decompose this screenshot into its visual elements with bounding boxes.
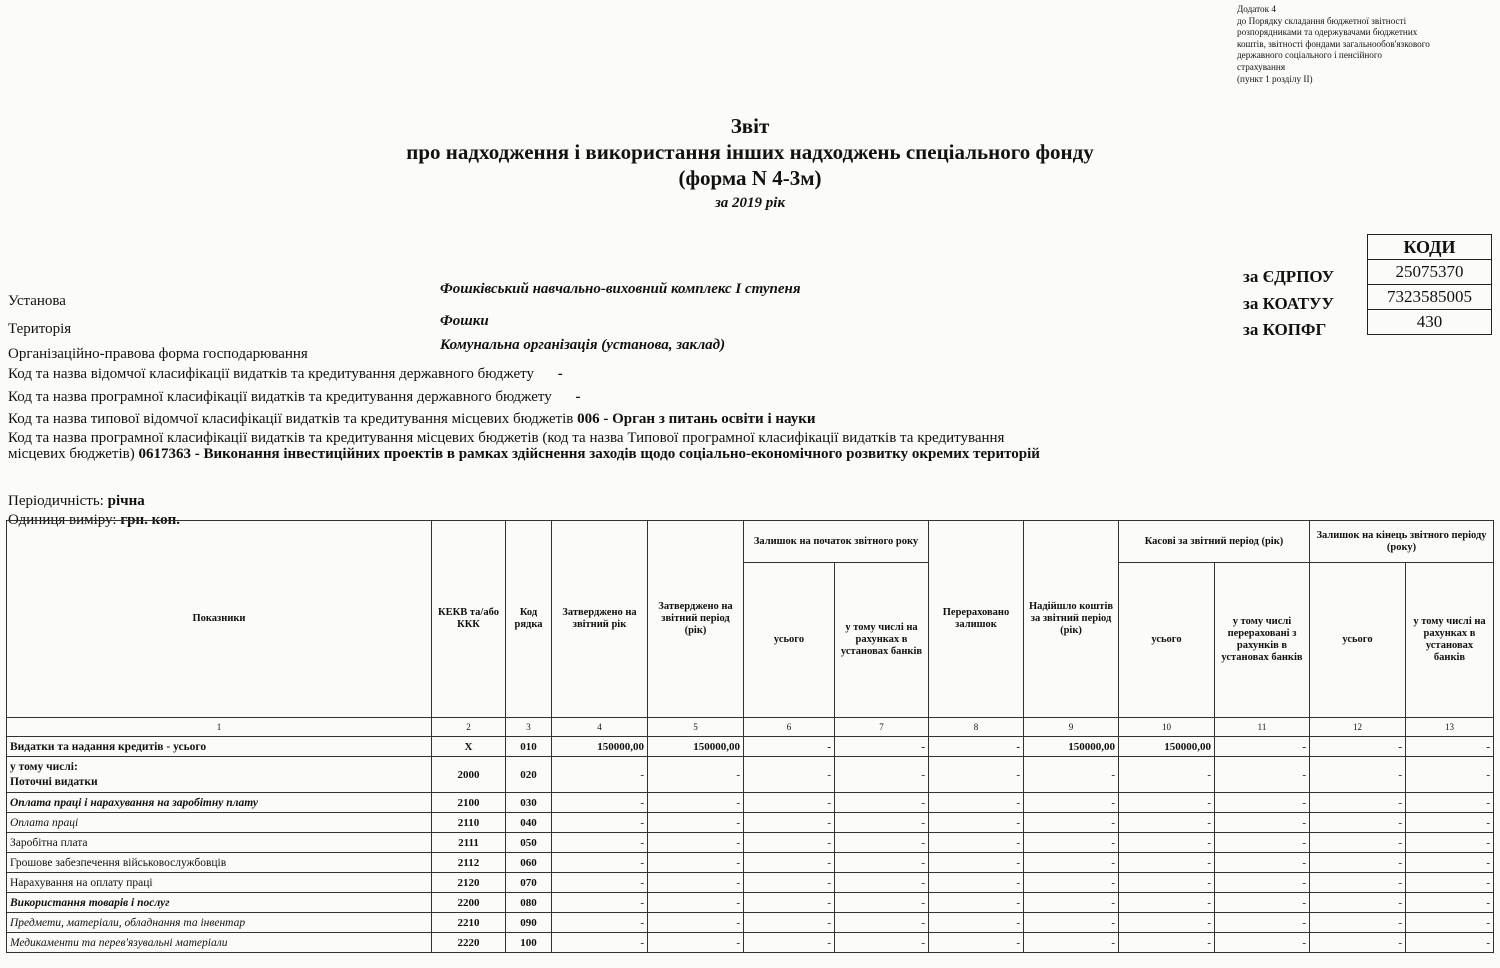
row-value-v6: - bbox=[744, 853, 835, 873]
row-value-v5: - bbox=[648, 913, 744, 933]
row-value-v4: - bbox=[552, 913, 648, 933]
row-value-v13: - bbox=[1406, 793, 1494, 813]
prog-class-value: - bbox=[575, 389, 581, 405]
row-value-v13: - bbox=[1406, 933, 1494, 953]
row-value-v7: - bbox=[835, 933, 929, 953]
row-kekv: 2000 bbox=[432, 757, 506, 793]
table-row bbox=[7, 793, 1494, 813]
row-code: 040 bbox=[506, 813, 552, 833]
annex-note bbox=[1237, 4, 1477, 85]
annex-title: Додаток 4 bbox=[1237, 4, 1276, 14]
row-value-v7: - bbox=[835, 813, 929, 833]
row-value-v6: - bbox=[744, 813, 835, 833]
row-value-v6: - bbox=[744, 873, 835, 893]
row-value-v8: - bbox=[929, 757, 1024, 793]
dept-class-label: Код та назва відомчої класифікації видатків та кредитування державного бюджету bbox=[8, 366, 534, 382]
row-value-v5: 150000,00 bbox=[648, 737, 744, 757]
row-value-v9: - bbox=[1024, 913, 1119, 933]
row-name: Медикаменти та перев'язувальні матеріали bbox=[7, 933, 432, 953]
codes-header: КОДИ bbox=[1368, 235, 1492, 260]
column-number: 11 bbox=[1215, 718, 1310, 737]
row-value-v8: - bbox=[929, 873, 1024, 893]
row-value-v4: - bbox=[552, 933, 648, 953]
table-row bbox=[7, 873, 1494, 893]
row-name: Використання товарів і послуг bbox=[7, 893, 432, 913]
row-value-v8: - bbox=[929, 813, 1024, 833]
row-value-v11: - bbox=[1215, 757, 1310, 793]
typical-class-label: Код та назва типової відомчої класифікації видатків та кредитування місцевих бюджетів bbox=[8, 411, 574, 427]
row-value-v10: - bbox=[1119, 793, 1215, 813]
row-code: 100 bbox=[506, 933, 552, 953]
row-value-v12: - bbox=[1310, 873, 1406, 893]
institution-label: Установа bbox=[8, 293, 66, 309]
row-value-v4: - bbox=[552, 757, 648, 793]
report-title: Звіт bbox=[730, 114, 770, 138]
row-value-v7: - bbox=[835, 737, 929, 757]
row-value-v9: - bbox=[1024, 813, 1119, 833]
col-balance-start: Залишок на початок звітного року bbox=[744, 521, 929, 563]
report-period: за 2019 рік bbox=[714, 195, 786, 211]
row-value-v9: - bbox=[1024, 833, 1119, 853]
row-value-v4: - bbox=[552, 873, 648, 893]
column-number: 3 bbox=[506, 718, 552, 737]
row-value-v5: - bbox=[648, 833, 744, 853]
row-value-v10: - bbox=[1119, 893, 1215, 913]
col-received: Надійшло коштів за звітний період (рік) bbox=[1024, 521, 1119, 718]
row-value-v8: - bbox=[929, 833, 1024, 853]
row-value-v10: - bbox=[1119, 873, 1215, 893]
report-form: (форма N 4-3м) bbox=[678, 166, 822, 190]
annex-line: (пункт 1 розділу II) bbox=[1237, 73, 1313, 84]
row-name: у тому числі: Поточні видатки bbox=[7, 757, 432, 793]
col-cash-total: усього bbox=[1119, 563, 1215, 718]
main-table bbox=[6, 520, 1494, 953]
row-value-v10: - bbox=[1119, 813, 1215, 833]
row-value-v7: - bbox=[835, 757, 929, 793]
col-cash: Касові за звітний період (рік) bbox=[1119, 521, 1310, 563]
row-value-v9: - bbox=[1024, 933, 1119, 953]
edrpou-code: 25075370 bbox=[1368, 260, 1492, 285]
row-value-v7: - bbox=[835, 913, 929, 933]
table-row bbox=[7, 757, 1494, 793]
row-value-v12: - bbox=[1310, 813, 1406, 833]
legal-form-label: Організаційно-правова форма господарювання bbox=[8, 346, 308, 362]
row-value-v9: - bbox=[1024, 757, 1119, 793]
annex-line: коштів, звітності фондами загальнообов'язкового bbox=[1237, 38, 1430, 49]
row-name: Нарахування на оплату праці bbox=[7, 873, 432, 893]
row-name: Заробітна плата bbox=[7, 833, 432, 853]
row-value-v7: - bbox=[835, 893, 929, 913]
row-value-v8: - bbox=[929, 793, 1024, 813]
table-row bbox=[7, 913, 1494, 933]
column-number: 12 bbox=[1310, 718, 1406, 737]
table-row bbox=[7, 833, 1494, 853]
row-value-v12: - bbox=[1310, 793, 1406, 813]
row-name: Видатки та надання кредитів - усього bbox=[7, 737, 432, 757]
col-transferred-balance: Перераховано залишок bbox=[929, 521, 1024, 718]
row-value-v11: - bbox=[1215, 833, 1310, 853]
row-value-v9: - bbox=[1024, 853, 1119, 873]
kopfg-code: 430 bbox=[1368, 310, 1492, 335]
row-value-v5: - bbox=[648, 813, 744, 833]
local-prog-line bbox=[8, 446, 1040, 463]
row-code: 010 bbox=[506, 737, 552, 757]
row-kekv: 2112 bbox=[432, 853, 506, 873]
row-value-v4: - bbox=[552, 833, 648, 853]
dept-class-value: - bbox=[557, 366, 563, 382]
column-number: 13 bbox=[1406, 718, 1494, 737]
row-value-v11: - bbox=[1215, 893, 1310, 913]
row-value-v5: - bbox=[648, 793, 744, 813]
row-value-v11: - bbox=[1215, 913, 1310, 933]
col-approved-year: Затверджено на звітний рік bbox=[552, 521, 648, 718]
col-indicators: Показники bbox=[7, 521, 432, 718]
row-value-v13: - bbox=[1406, 893, 1494, 913]
column-number: 8 bbox=[929, 718, 1024, 737]
row-kekv: 2111 bbox=[432, 833, 506, 853]
unit-value: грн. коп. bbox=[120, 512, 180, 528]
row-value-v9: - bbox=[1024, 893, 1119, 913]
table-row bbox=[7, 737, 1494, 757]
prog-class-label: Код та назва програмної класифікації видатків та кредитування державного бюджету bbox=[8, 389, 552, 405]
column-number: 1 bbox=[7, 718, 432, 737]
periodicity-label: Періодичність: bbox=[8, 493, 104, 509]
report-title-block bbox=[300, 113, 1200, 212]
row-value-v11: - bbox=[1215, 793, 1310, 813]
row-value-v10: - bbox=[1119, 853, 1215, 873]
annex-line: страхування bbox=[1237, 61, 1286, 72]
territory-value: Фошки bbox=[440, 313, 489, 329]
local-prog-label-2: місцевих бюджетів) bbox=[8, 446, 135, 462]
unit-label: Одиниця виміру: bbox=[8, 512, 117, 528]
row-value-v12: - bbox=[1310, 933, 1406, 953]
table-row bbox=[7, 853, 1494, 873]
col-approved-period: Затверджено на звітний період (рік) bbox=[648, 521, 744, 718]
row-value-v13: - bbox=[1406, 853, 1494, 873]
row-value-v11: - bbox=[1215, 873, 1310, 893]
row-code: 020 bbox=[506, 757, 552, 793]
row-value-v13: - bbox=[1406, 813, 1494, 833]
col-row-code: Код рядка bbox=[506, 521, 552, 718]
territory-label: Територія bbox=[8, 321, 72, 337]
row-value-v13: - bbox=[1406, 913, 1494, 933]
column-number: 10 bbox=[1119, 718, 1215, 737]
row-value-v8: - bbox=[929, 737, 1024, 757]
row-value-v6: - bbox=[744, 737, 835, 757]
row-kekv: 2120 bbox=[432, 873, 506, 893]
col-balance-end-total: усього bbox=[1310, 563, 1406, 718]
row-value-v10: - bbox=[1119, 913, 1215, 933]
col-balance-start-total: усього bbox=[744, 563, 835, 718]
row-value-v6: - bbox=[744, 893, 835, 913]
row-value-v4: 150000,00 bbox=[552, 737, 648, 757]
typical-class-value: 006 - Орган з питань освіти і науки bbox=[577, 411, 816, 427]
row-value-v10: 150000,00 bbox=[1119, 737, 1215, 757]
row-kekv: 2100 bbox=[432, 793, 506, 813]
row-code: 070 bbox=[506, 873, 552, 893]
legal-form-value: Комунальна організація (установа, заклад) bbox=[440, 337, 726, 353]
column-number: 7 bbox=[835, 718, 929, 737]
row-kekv: 2220 bbox=[432, 933, 506, 953]
row-value-v6: - bbox=[744, 933, 835, 953]
periodicity-line bbox=[8, 493, 145, 510]
row-code: 060 bbox=[506, 853, 552, 873]
row-value-v8: - bbox=[929, 893, 1024, 913]
row-value-v4: - bbox=[552, 853, 648, 873]
row-value-v5: - bbox=[648, 757, 744, 793]
row-name: Грошове забезпечення військовослужбовців bbox=[7, 853, 432, 873]
annex-line: державного соціального і пенсійного bbox=[1237, 50, 1383, 61]
row-value-v8: - bbox=[929, 933, 1024, 953]
edrpou-label: за ЄДРПОУ bbox=[1243, 267, 1335, 286]
row-name: Предмети, матеріали, обладнання та інвентар bbox=[7, 913, 432, 933]
row-kekv: X bbox=[432, 737, 506, 757]
row-value-v7: - bbox=[835, 873, 929, 893]
row-value-v7: - bbox=[835, 793, 929, 813]
row-value-v6: - bbox=[744, 913, 835, 933]
row-value-v8: - bbox=[929, 853, 1024, 873]
col-balance-end: Залишок на кінець звітного періоду (року) bbox=[1310, 521, 1494, 563]
row-kekv: 2110 bbox=[432, 813, 506, 833]
row-value-v13: - bbox=[1406, 833, 1494, 853]
row-value-v9: 150000,00 bbox=[1024, 737, 1119, 757]
row-value-v5: - bbox=[648, 873, 744, 893]
row-value-v13: - bbox=[1406, 737, 1494, 757]
table-row bbox=[7, 893, 1494, 913]
row-value-v13: - bbox=[1406, 873, 1494, 893]
column-number: 6 bbox=[744, 718, 835, 737]
row-value-v6: - bbox=[744, 793, 835, 813]
row-value-v8: - bbox=[929, 913, 1024, 933]
table-row bbox=[7, 813, 1494, 833]
row-value-v4: - bbox=[552, 813, 648, 833]
row-value-v6: - bbox=[744, 833, 835, 853]
row-value-v7: - bbox=[835, 853, 929, 873]
row-value-v11: - bbox=[1215, 853, 1310, 873]
periodicity-value: річна bbox=[107, 493, 145, 509]
column-number: 5 bbox=[648, 718, 744, 737]
row-code: 030 bbox=[506, 793, 552, 813]
row-value-v9: - bbox=[1024, 793, 1119, 813]
col-balance-end-banks: у тому числі на рахунках в установах банків bbox=[1406, 563, 1494, 718]
row-value-v13: - bbox=[1406, 757, 1494, 793]
prog-class-line bbox=[8, 389, 580, 406]
column-number-row bbox=[7, 718, 1494, 737]
row-value-v5: - bbox=[648, 853, 744, 873]
row-code: 080 bbox=[506, 893, 552, 913]
row-value-v10: - bbox=[1119, 933, 1215, 953]
row-value-v7: - bbox=[835, 833, 929, 853]
row-value-v6: - bbox=[744, 757, 835, 793]
row-value-v11: - bbox=[1215, 813, 1310, 833]
column-number: 4 bbox=[552, 718, 648, 737]
col-cash-transferred: у тому числі перераховані з рахунків в установах банків bbox=[1215, 563, 1310, 718]
row-kekv: 2210 bbox=[432, 913, 506, 933]
row-value-v12: - bbox=[1310, 737, 1406, 757]
dept-class-line bbox=[8, 366, 563, 383]
row-value-v11: - bbox=[1215, 933, 1310, 953]
col-balance-start-banks: у тому числі на рахунках в установах банків bbox=[835, 563, 929, 718]
row-kekv: 2200 bbox=[432, 893, 506, 913]
row-value-v12: - bbox=[1310, 757, 1406, 793]
row-value-v11: - bbox=[1215, 737, 1310, 757]
row-value-v12: - bbox=[1310, 893, 1406, 913]
row-value-v10: - bbox=[1119, 757, 1215, 793]
row-value-v12: - bbox=[1310, 913, 1406, 933]
codes-table bbox=[1367, 234, 1492, 335]
row-value-v5: - bbox=[648, 933, 744, 953]
col-kekv: КЕКВ та/або ККК bbox=[432, 521, 506, 718]
column-number: 9 bbox=[1024, 718, 1119, 737]
institution-value: Фошківський навчально-виховний комплекс І ступеня bbox=[440, 281, 801, 297]
row-value-v9: - bbox=[1024, 873, 1119, 893]
row-code: 090 bbox=[506, 913, 552, 933]
row-value-v12: - bbox=[1310, 833, 1406, 853]
row-value-v10: - bbox=[1119, 833, 1215, 853]
annex-line: до Порядку складання бюджетної звітності bbox=[1237, 15, 1407, 26]
row-value-v12: - bbox=[1310, 853, 1406, 873]
row-value-v5: - bbox=[648, 893, 744, 913]
table-row bbox=[7, 933, 1494, 953]
row-name: Оплата праці bbox=[7, 813, 432, 833]
kopfg-label: за КОПФГ bbox=[1243, 320, 1327, 339]
local-prog-label-1: Код та назва програмної класифікації видатків та кредитування місцевих бюджетів (код та назва Типової програмної класифікації видатків та кредитування bbox=[8, 430, 1005, 446]
row-code: 050 bbox=[506, 833, 552, 853]
row-value-v4: - bbox=[552, 793, 648, 813]
row-name: Оплата праці і нарахування на заробітну плату bbox=[7, 793, 432, 813]
row-value-v4: - bbox=[552, 893, 648, 913]
annex-line: розпорядниками та одержувачами бюджетних bbox=[1237, 27, 1418, 38]
report-subtitle: про надходження і використання інших надходжень спеціального фонду bbox=[406, 140, 1094, 164]
local-prog-value: 0617363 - Виконання інвестиційних проектів в рамках здійснення заходів щодо соціально-економічного розвитку окремих територій bbox=[138, 446, 1040, 462]
koatuu-code: 7323585005 bbox=[1368, 285, 1492, 310]
koatuu-label: за КОАТУУ bbox=[1243, 294, 1334, 313]
column-number: 2 bbox=[432, 718, 506, 737]
typical-class-line bbox=[8, 411, 816, 428]
